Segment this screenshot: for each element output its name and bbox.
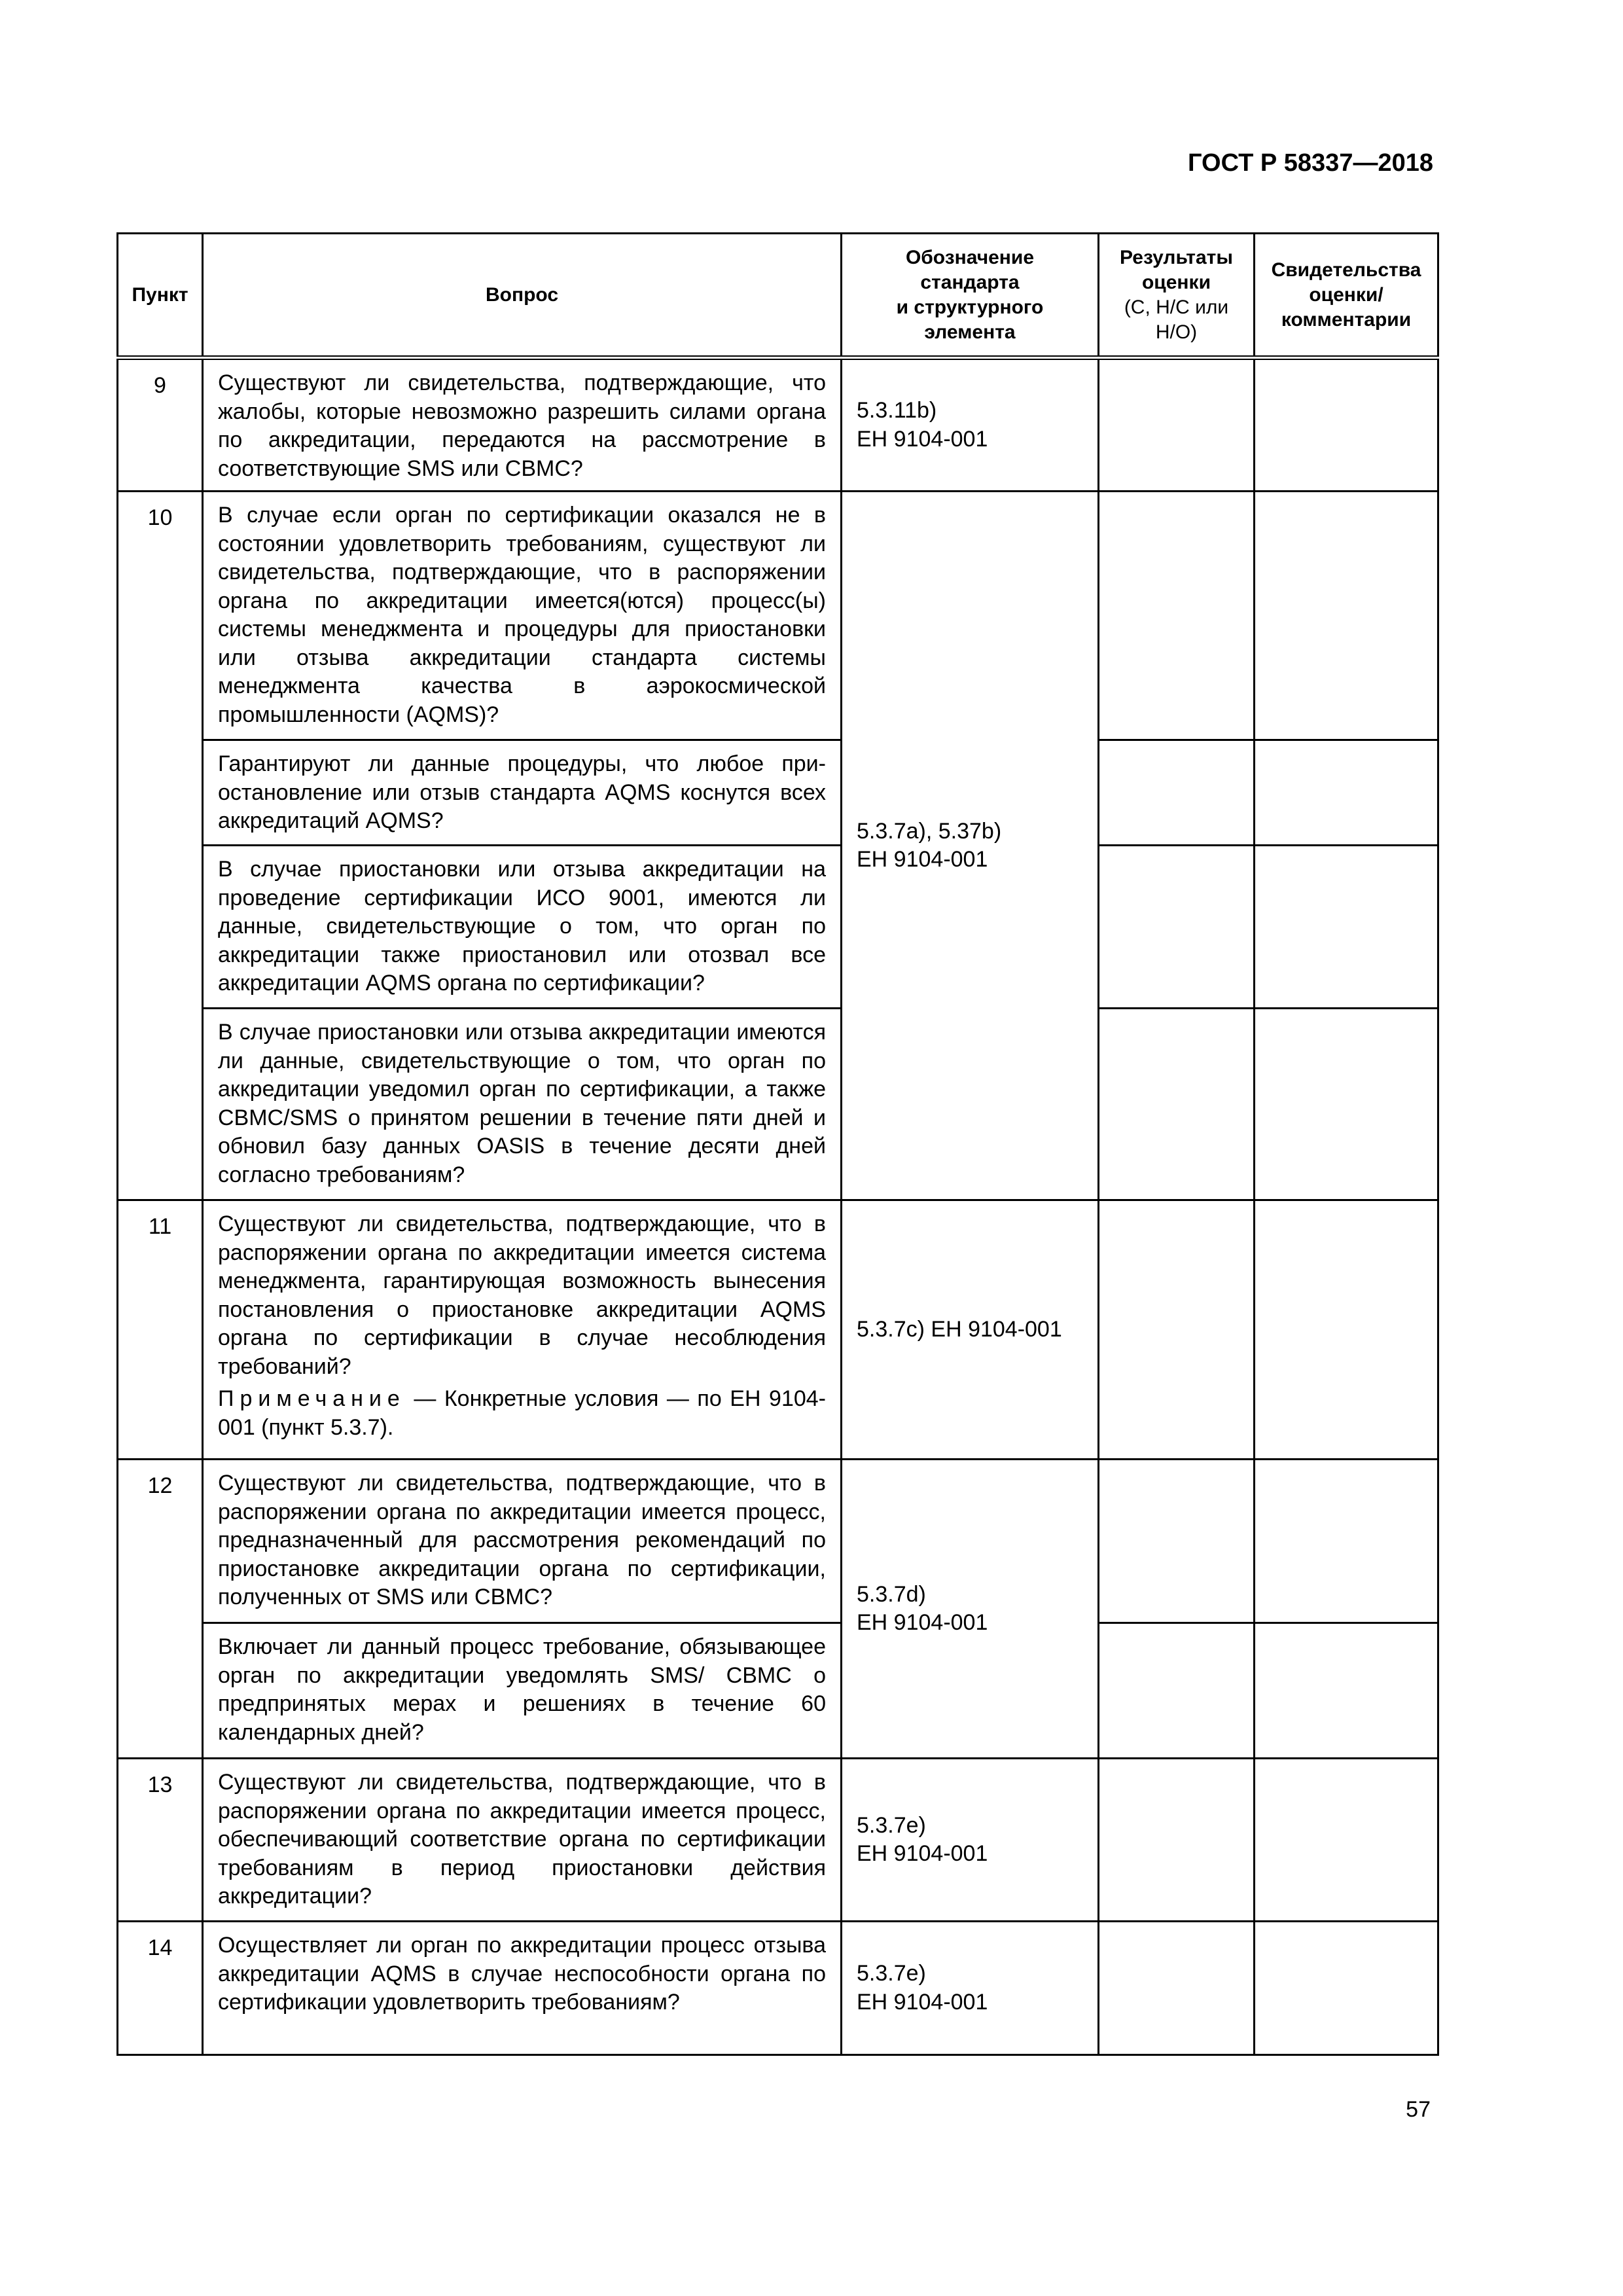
standard-line: 5.3.7d) xyxy=(857,1581,926,1607)
standard-line: 5.3.7e) xyxy=(857,1812,926,1838)
question-cell: В случае приостановки или отзыва аккредитации на проведение сертификации ИСО 9001, имеются ли данные, свидетельствующие о том, что орган по аккредитации также приостановил или отозвал все аккредитации AQMS органа по сертификации? xyxy=(203,846,842,1009)
table-row xyxy=(118,846,1438,1009)
item-number: 11 xyxy=(118,1200,203,1460)
table-row xyxy=(118,1922,1438,2055)
item-number: 9 xyxy=(118,358,203,492)
standard-cell xyxy=(842,1759,1099,1922)
item-number: 10 xyxy=(118,492,203,1200)
column-header-standard-line: Обозначение xyxy=(905,246,1035,268)
evidence-cell[interactable] xyxy=(1255,358,1438,492)
column-header-evidence-line: оценки/ xyxy=(1309,283,1383,306)
column-header-question: Вопрос xyxy=(203,234,842,358)
evidence-cell[interactable] xyxy=(1255,1759,1438,1922)
question-cell: Существуют ли свидетельства, подтверждающие, что жалобы, которые невозможно разрешить силами органа по аккредитации, передаются на рассмотрение в соответствующие SMS или СВМС? xyxy=(203,358,842,492)
table-row xyxy=(118,1623,1438,1759)
evidence-cell[interactable] xyxy=(1255,740,1438,846)
evidence-cell[interactable] xyxy=(1255,1009,1438,1200)
question-cell xyxy=(203,1200,842,1460)
page-number: 57 xyxy=(1406,2097,1431,2122)
evidence-cell[interactable] xyxy=(1255,846,1438,1009)
question-cell: Включает ли данный процесс требование, обязывающее орган по аккредитации уведомлять SMS/ СВМС о предпринятых мерах и решениях в течение 60 календарных дней? xyxy=(203,1623,842,1759)
column-header-standard-line: стандарта xyxy=(920,271,1020,293)
standard-line: 5.3.7e) xyxy=(857,1961,926,1986)
question-cell: В случае приостановки или отзыва аккредитации имеются ли данные, свидетельствующие о том, что орган по аккредитации уведомил орган по сертификации, а также СВМС/SMS о принятом решении в течение пяти дней и обновил базу данных OASIS в течение десяти дней согласно требованиям? xyxy=(203,1009,842,1200)
assessment-checklist-table xyxy=(116,232,1439,2056)
table-row xyxy=(118,740,1438,846)
result-cell[interactable] xyxy=(1099,1759,1255,1922)
standard-line: 5.3.7a), 5.37b) xyxy=(857,818,1002,844)
evidence-cell[interactable] xyxy=(1255,1460,1438,1623)
standard-line: ЕН 9104-001 xyxy=(857,426,988,452)
standard-line: 5.3.11b) xyxy=(857,398,937,423)
table-row xyxy=(118,1460,1438,1623)
result-cell[interactable] xyxy=(1099,846,1255,1009)
question-cell: Гарантируют ли данные процедуры, что любое приостановление или отзыв стандарта AQMS коснутся всех аккредитаций AQMS? xyxy=(203,740,842,846)
table-row xyxy=(118,1009,1438,1200)
standard-line: ЕН 9104-001 xyxy=(857,1841,988,1866)
item-number: 13 xyxy=(118,1759,203,1922)
question-text: Существуют ли свидетельства, подтверждающие, что в распоряжении органа по аккредитации имеется система менеджмента, гарантирующая возможность вынесения постановления о приостановке аккредитации AQMS органа по сертификации в случае несоблюдения требований? xyxy=(218,1211,826,1379)
column-header-result xyxy=(1099,234,1255,358)
table-row xyxy=(118,358,1438,492)
column-header-result-line: Н/О) xyxy=(1155,321,1198,343)
standard-cell xyxy=(842,358,1099,492)
column-header-evidence xyxy=(1255,234,1438,358)
note xyxy=(218,1385,826,1442)
standard-cell xyxy=(842,1922,1099,2055)
column-header-result-line: (С, Н/С или xyxy=(1124,296,1229,318)
result-cell[interactable] xyxy=(1099,740,1255,846)
evidence-cell[interactable] xyxy=(1255,1200,1438,1460)
table-row xyxy=(118,492,1438,740)
note-label: Примечание xyxy=(218,1386,406,1411)
document-id: ГОСТ Р 58337—2018 xyxy=(1188,149,1433,177)
standard-cell xyxy=(842,1200,1099,1460)
result-cell[interactable] xyxy=(1099,1200,1255,1460)
standard-line: 5.3.7c) ЕН 9104-001 xyxy=(857,1316,1062,1342)
result-cell[interactable] xyxy=(1099,1460,1255,1623)
column-header-num: Пункт xyxy=(118,234,203,358)
standard-line: ЕН 9104-001 xyxy=(857,1989,988,2015)
table-row xyxy=(118,1759,1438,1922)
evidence-cell[interactable] xyxy=(1255,492,1438,740)
table-header-row xyxy=(118,234,1438,358)
item-number: 12 xyxy=(118,1460,203,1759)
question-cell: Осуществляет ли орган по аккредитации процесс отзыва аккредитации AQMS в случае неспособности органа по сертификации удовлетворить требованиям? xyxy=(203,1922,842,2055)
result-cell[interactable] xyxy=(1099,492,1255,740)
column-header-standard xyxy=(842,234,1099,358)
question-cell: Существуют ли свидетельства, подтверждающие, что в распоряжении органа по аккредитации имеется процесс, обеспечивающий соответствие органа по сертификации требованиям в период приостановки действия аккредитации? xyxy=(203,1759,842,1922)
result-cell[interactable] xyxy=(1099,1922,1255,2055)
column-header-result-line: оценки xyxy=(1141,271,1211,293)
standard-line: ЕН 9104-001 xyxy=(857,1610,988,1635)
standard-cell xyxy=(842,492,1099,1200)
result-cell[interactable] xyxy=(1099,1009,1255,1200)
standard-line: ЕН 9104-001 xyxy=(857,847,988,872)
note-text: — Конкретные условия — по ЕН 9104-001 (пункт 5.3.7). xyxy=(218,1386,826,1440)
standard-cell xyxy=(842,1460,1099,1759)
column-header-result-line: Результаты xyxy=(1120,246,1233,268)
item-number: 14 xyxy=(118,1922,203,2055)
result-cell[interactable] xyxy=(1099,358,1255,492)
question-cell: В случае если орган по сертификации оказался не в состоянии удовлетворить требованиям, существуют ли свидетельства, подтверждающие, что в распоряжении органа по аккредитации имеется(ются) процесс(ы) системы менеджмента и процедуры для приостановки или отзыва аккредитации стандарта системы менеджмента качества в аэрокосмической промышленности (AQMS)? xyxy=(203,492,842,740)
column-header-standard-line: элемента xyxy=(924,321,1016,343)
column-header-evidence-line: Свидетельства xyxy=(1271,259,1421,281)
column-header-evidence-line: комментарии xyxy=(1281,308,1412,331)
table-row xyxy=(118,1200,1438,1460)
question-cell: Существуют ли свидетельства, подтверждающие, что в распоряжении органа по аккредитации имеется процесс, предназначенный для рассмотрения рекомендаций по приостановке аккредитации органа по сертификации, полученных от SMS или СВМС? xyxy=(203,1460,842,1623)
evidence-cell[interactable] xyxy=(1255,1623,1438,1759)
result-cell[interactable] xyxy=(1099,1623,1255,1759)
evidence-cell[interactable] xyxy=(1255,1922,1438,2055)
column-header-standard-line: и структурного xyxy=(896,296,1044,318)
